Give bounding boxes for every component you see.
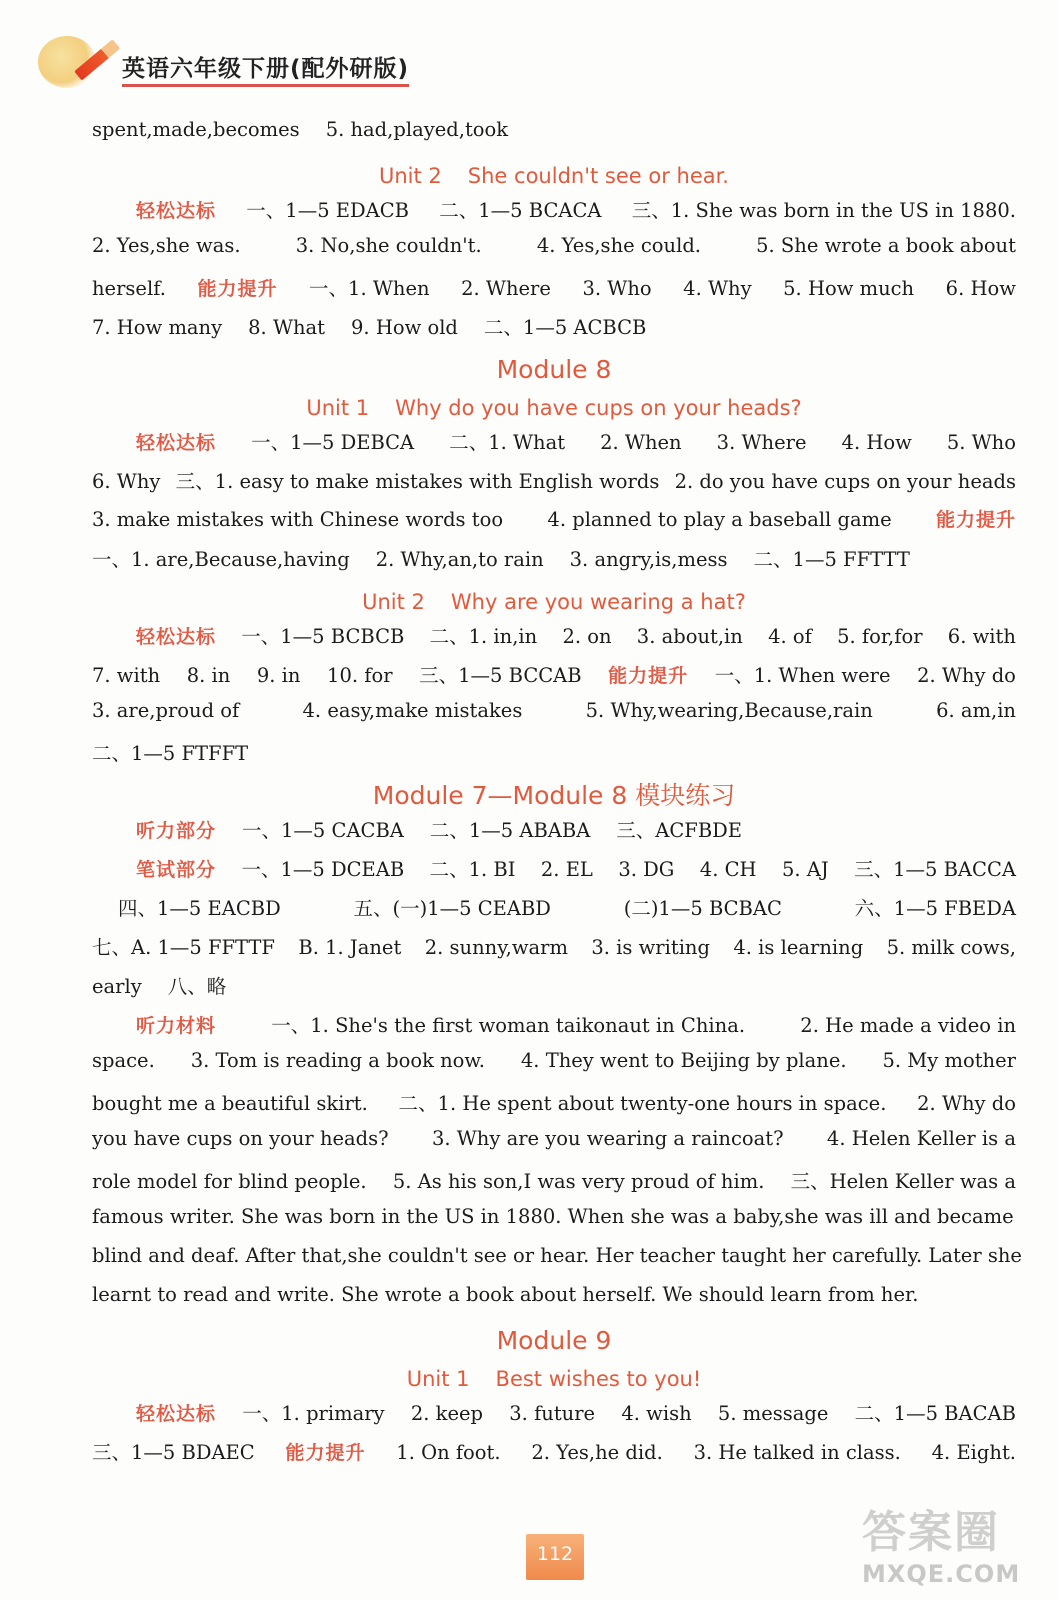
answer-line: 2. Yes,she was. 3. No,she couldn't. 4. Yes,she could. 5. She wrote a book about (92, 234, 1016, 257)
answer-line: 3. are,proud of 4. easy,make mistakes 5. Why,wearing,Because,rain 6. am,in (92, 699, 1016, 722)
book-title: 英语六年级下册(配外研版) (122, 50, 409, 87)
answer-line: 轻松达标 一、1—5 DEBCA 二、1. What 2. When 3. Where 4. How 5. Who (92, 427, 1016, 466)
answer-line: 三、1—5 BDAEC 能力提升 1. On foot. 2. Yes,he did. 3. He talked in class. 4. Eight. (92, 1437, 1016, 1476)
answer-content (92, 118, 1022, 1476)
answer-line: 轻松达标 一、1. primary 2. keep 3. future 4. wish 5. message 二、1—5 BACAB (92, 1398, 1016, 1437)
section-tag: 能力提升 (935, 509, 1016, 531)
answer-line: early 八、略 (92, 975, 227, 998)
answer-line: 7. with 8. in 9. in 10. for 三、1—5 BCCAB 能力提升 一、1. When were 2. Why do (92, 660, 1016, 699)
watermark (862, 1496, 1032, 1596)
section-tag: 轻松达标 (136, 1403, 217, 1425)
section-tag: 听力材料 (136, 1015, 217, 1037)
answer-line: herself. 能力提升 一、1. When 2. Where 3. Who 4. Why 5. How much 6. How (92, 273, 1016, 312)
answer-line: 四、1—5 EACBD 五、(一)1—5 CEABD (二)1—5 BCBAC 六、1—5 FBEDA (118, 897, 1016, 920)
section-tag: 听力部分 (136, 820, 217, 842)
section-tag: 轻松达标 (136, 200, 217, 222)
module-title: Module 8 (496, 355, 612, 384)
page-header (0, 0, 1058, 100)
page-number: 112 (526, 1534, 584, 1580)
answer-line: 6. Why 三、1. easy to make mistakes with English words 2. do you have cups on your heads (92, 470, 1016, 493)
section-tag: 笔试部分 (136, 859, 217, 881)
answer-line: 一、1. are,Because,having 2. Why,an,to rain 3. angry,is,mess 二、1—5 FFTTT (92, 548, 910, 571)
answer-line: 3. make mistakes with Chinese words too 4. planned to play a baseball game 能力提升 (92, 505, 1016, 544)
answer-line: 七、A. 1—5 FFTTF B. 1. Janet 2. sunny,warm 3. is writing 4. is learning 5. milk cows, (92, 936, 1016, 959)
answer-line: you have cups on your heads? 3. Why are you wearing a raincoat? 4. Helen Keller is a (92, 1127, 1016, 1150)
answer-line: 听力部分 一、1—5 CACBA 二、1—5 ABABA 三、ACFBDE (92, 815, 1016, 854)
unit-title: Unit 2 Why are you wearing a hat? (362, 590, 746, 614)
answer-line: 轻松达标 一、1—5 BCBCB 二、1. in,in 2. on 3. about,in 4. of 5. for,for 6. with (92, 621, 1016, 660)
book-logo-icon (38, 30, 120, 92)
answer-line: 笔试部分 一、1—5 DCEAB 二、1. BI 2. EL 3. DG 4. CH 5. AJ 三、1—5 BACCA (92, 854, 1016, 893)
answer-line: famous writer. She was born in the US in 1880. When she was a baby,she was ill and became (92, 1205, 1014, 1228)
answer-line: learnt to read and write. She wrote a book about herself. We should learn from her. (92, 1283, 919, 1306)
unit-title: Unit 2 She couldn't see or hear. (379, 164, 729, 188)
answer-line: 7. How many 8. What 9. How old 二、1—5 ACBCB (92, 316, 647, 339)
unit-title: Unit 1 Why do you have cups on your heads? (306, 396, 802, 420)
review-title: Module 7—Module 8 模块练习 (372, 781, 736, 810)
answer-line: role model for blind people. 5. As his son,I was very proud of him. 三、Helen Keller was a (92, 1170, 1016, 1193)
section-tag: 能力提升 (608, 665, 689, 687)
answer-line: blind and deaf. After that,she couldn't see or hear. Her teacher taught her carefully. Later she (92, 1244, 1022, 1267)
answer-line: 二、1—5 FTFFT (92, 742, 249, 765)
answer-line: space. 3. Tom is reading a book now. 4. They went to Beijing by plane. 5. My mother (92, 1049, 1016, 1072)
section-tag: 轻松达标 (136, 626, 217, 648)
answer-line: spent,made,becomes 5. had,played,took (92, 118, 509, 141)
watermark-logo: 答案圈 (862, 1507, 1000, 1558)
module-title: Module 9 (496, 1326, 612, 1355)
section-tag: 轻松达标 (136, 432, 217, 454)
answer-line: 轻松达标 一、1—5 EDACB 二、1—5 BCACA 三、1. She was born in the US in 1880. (92, 195, 1016, 234)
answer-line: bought me a beautiful skirt. 二、1. He spent about twenty-one hours in space. 2. Why do (92, 1092, 1016, 1115)
section-tag: 能力提升 (285, 1442, 366, 1464)
section-tag: 能力提升 (197, 278, 278, 300)
answer-line: 听力材料 一、1. She's the first woman taikonaut in China. 2. He made a video in (92, 1010, 1016, 1049)
watermark-url: MXQE.COM (862, 1560, 1021, 1588)
unit-title: Unit 1 Best wishes to you! (406, 1367, 702, 1391)
